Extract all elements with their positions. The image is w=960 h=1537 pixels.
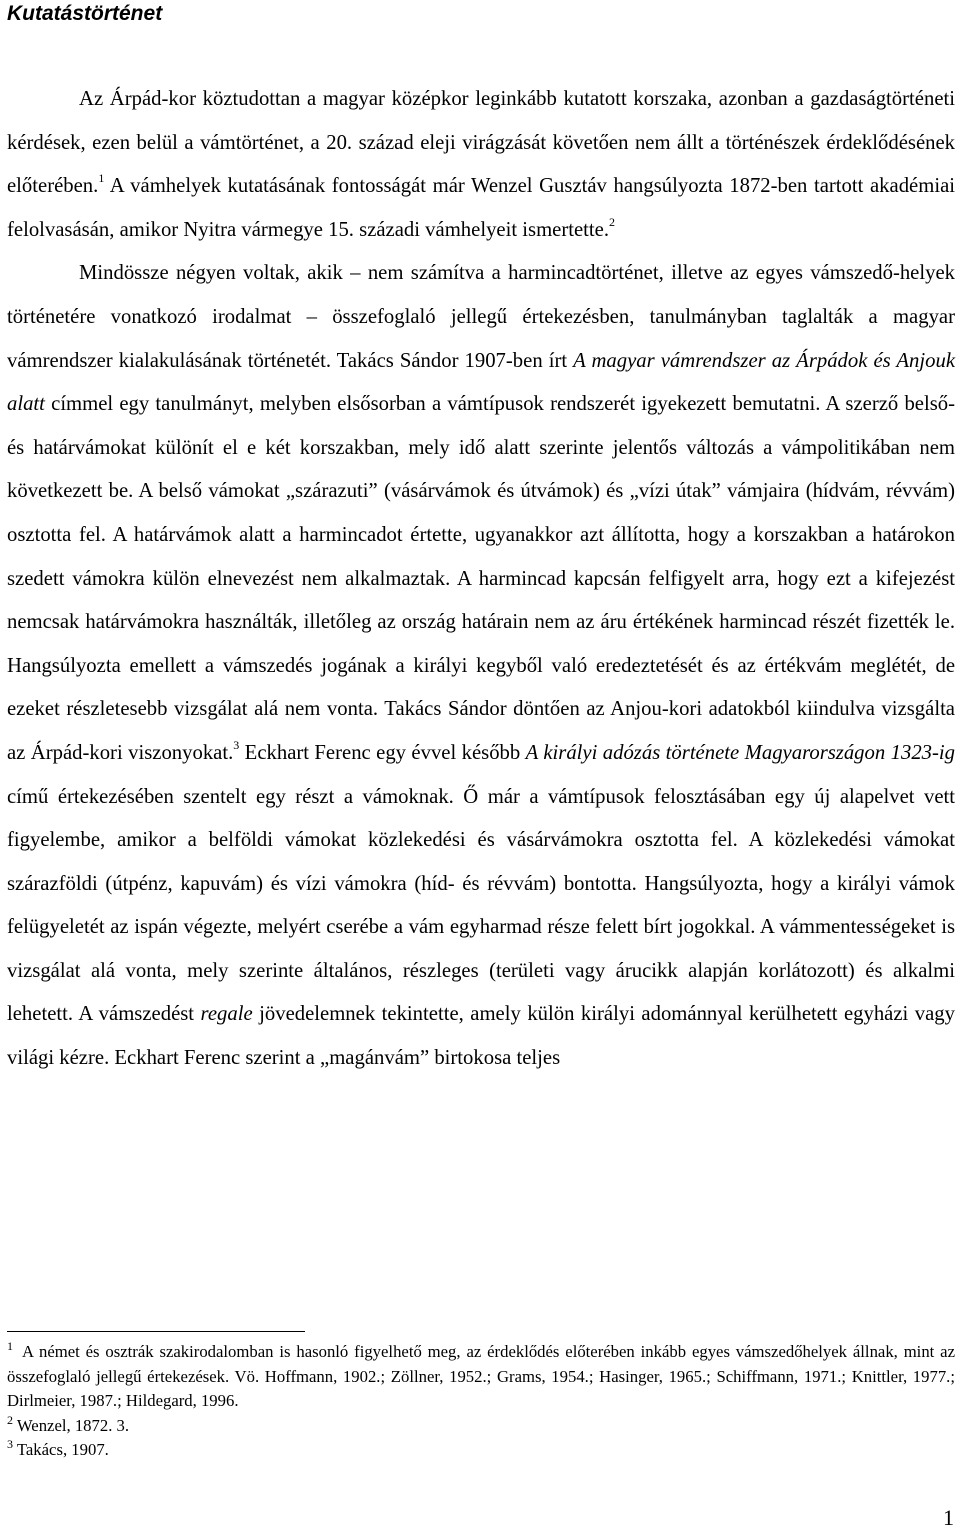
footnote-ref-1[interactable]: 1: [98, 171, 105, 186]
footnote-text: Wenzel, 1872. 3.: [16, 1415, 130, 1435]
footnote-ref-3[interactable]: 3: [233, 737, 240, 752]
paragraph-2: [7, 252, 955, 1080]
term-regale: regale: [200, 1003, 253, 1026]
footnote-2: [7, 1414, 955, 1439]
footnotes: [7, 1340, 955, 1463]
work-title-takacs: A magyar vámrendszer az Árpádok és Anjouk alatt: [7, 349, 955, 416]
paragraph-1: [7, 78, 955, 252]
footnote-number: 3: [7, 1437, 13, 1451]
footnote-ref-2[interactable]: 2: [609, 214, 616, 229]
footnote-3: [7, 1438, 955, 1463]
section-heading: Kutatástörténet: [7, 2, 163, 25]
page-number: 1: [943, 1505, 954, 1530]
work-title-eckhart: A királyi adózás története Magyarországon 1323-ig: [525, 741, 955, 764]
footnote-text: A német és osztrák szakirodalomban is hasonló figyelhető meg, az érdeklődés előterében inkább egyes vámszedőhelyek állnak, mint az összefoglaló jellegű értekezések. Vö. Hoffmann, 1902.; Zöllner, 1952.; Grams, 1954.; Hasinger, 1965.; Schiffmann, 1971.; Knittler, 1977.; Dirlmeier, 1987.; Hildegard, 1996.: [7, 1342, 955, 1410]
paragraph-2-text-5: jövedelemnek tekintette, amely külön királyi adománnyal kerülhetett egyházi vagy világi kézre. Eckhart Ferenc szerint a „magánvám” birtokosa teljes: [7, 1003, 955, 1070]
footnote-text: Takács, 1907.: [16, 1440, 109, 1459]
footnote-number: 2: [7, 1412, 13, 1427]
footnote-number: 1: [7, 1339, 13, 1353]
paragraph-2-text-1: Mindössze négyen voltak, akik – nem számítva a harmincadtörténet, illetve az egyes vámszedő-helyek történetére vonatkozó irodalmat – összefoglaló jellegű értekezésben, tanulmányban taglalták a magyar vámrendszer kialakulásának történetét. Takács Sándor 1907-ben írt: [7, 262, 955, 372]
body-text: [7, 78, 955, 1081]
paragraph-1-sentence-1: Az Árpád-kor köztudottan a magyar középkor leginkább kutatott korszaka, azonban a gazdaságtörténeti kérdések, ezen belül a vámtörténet, a 20. század eleji virágzását követően nem állt a történészek érdeklődésének előterében.: [7, 88, 955, 198]
paragraph-1-sentence-2: A vámhelyek kutatásának fontosságát már Wenzel Gusztáv hangsúlyozta 1872-ben tartott akadémiai felolvasásán, amikor Nyitra vármegye 15. századi vámhelyeit ismertette.: [7, 175, 955, 241]
footnote-separator: [7, 1331, 305, 1332]
footnote-1: [7, 1340, 955, 1414]
paragraph-2-text-4: című értekezésében szentelt egy részt a vámoknak. Ő már a vámtípusok felosztásában egy új alapelvet vett figyelembe, amikor a belföldi vámokat közlekedési és vásárvámokra osztotta fel. A közlekedési vámokat szárazföldi (útpénz, kapuvám) és vízi vámokra (híd- és révvám) bontotta. Hangsúlyozta, hogy a királyi vámok felügyeletét az ispán végezte, melyért cserébe a vám egyharmad része felett bírt jogokkal. A vámmentességeket is vizsgálat alá vonta, mely szerinte általános, részleges (területi vagy árucikk alapján korlátozott) és alkalmi lehetett. A vámszedést: [7, 785, 955, 1026]
paragraph-2-text-2: címmel egy tanulmányt, melyben elsősorban a vámtípusok rendszerét igyekezett bemutatni. A szerző belső- és határvámokat különít el e két korszakban, mely idő alatt szerinte jelentős változás a vámpolitikában nem következett be. A belső vámokat „szárazuti” (vásárvámok és útvámok) és „vízi útak” vámjaira (hídvám, révvám) osztotta fel. A határvámok alatt a harmincadot értette, ugyanakkor azt állította, hogy a korszakban a határokon szedett vámokra külön elnevezést nem alkalmaztak. A harmincad kapcsán felfigyelt arra, hogy ezt a kifejezést nemcsak határvámokra használták, illetőleg az ország határain nem az áru értékének harmincad részét fizették le. Hangsúlyozta emellett a vámszedés jogának a királyi kegyből való eredeztetését és az értékvám meglétét, de ezeket részletesebb vizsgálat alá nem vonta. Takács Sándor döntően az Anjou-kori adatokból kiindulva vizsgálta az Árpád-kori viszonyokat.: [7, 393, 955, 764]
paragraph-2-text-3: Eckhart Ferenc egy évvel később: [239, 741, 526, 764]
